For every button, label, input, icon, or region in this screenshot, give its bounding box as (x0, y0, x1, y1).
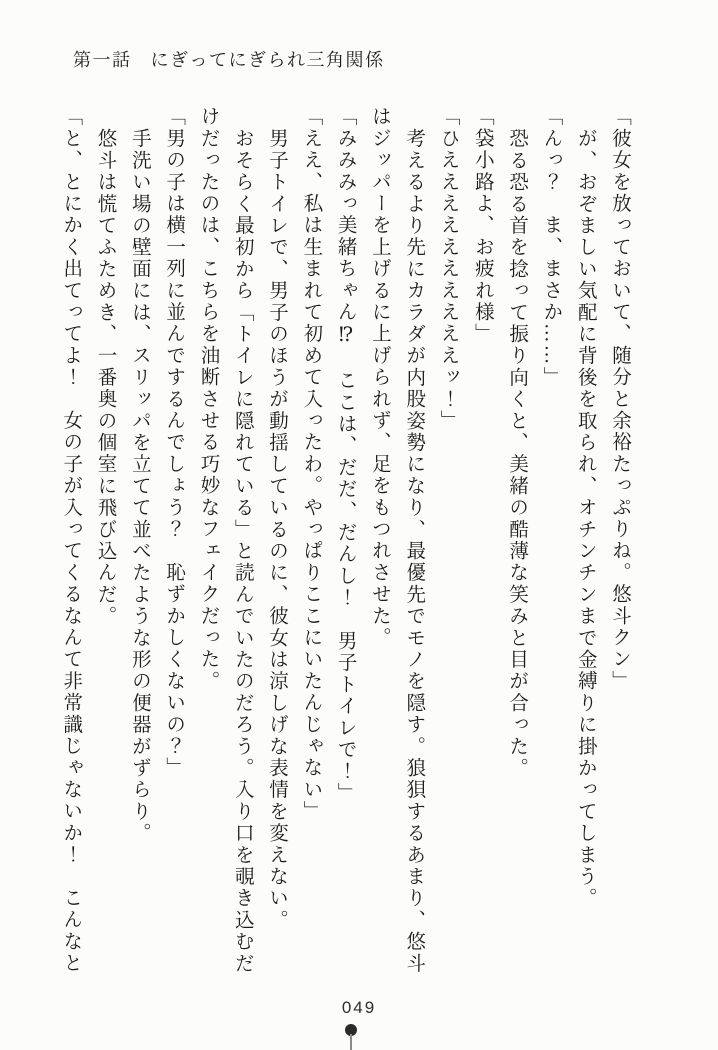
paragraph-dialogue: 「と、とにかく出てってよ！ 女の子が入ってくるなんて非常識じゃないか！ こんなと (60, 106, 82, 974)
paragraph-narration: 男子トイレで、男子のほうが動揺しているのに、彼女は涼しげな表情を変えない。 (266, 127, 288, 931)
footer-stem-line (350, 1034, 352, 1050)
page-number: 049 (341, 998, 377, 1017)
paragraph-dialogue: 「彼女を放っておいて、随分と余裕たっぷりね。悠斗クン」 (609, 106, 630, 692)
chapter-title: にぎってにぎられ三角関係 (150, 50, 385, 70)
paragraph-dialogue: 「ええ、私は生まれて初めて入ったわ。やっぱりここにいたんじゃない」 (300, 106, 322, 823)
chapter-header (73, 46, 385, 72)
paragraph-dialogue: 「んっ？ ま、まさか……」 (540, 106, 562, 389)
paragraph-narration: おそらく最初から「トイレに隠れている」と読んでいたのだろう。入り口を覗き込むだけだったのは、こちらを油断させる巧妙なフェイクだった。 (197, 106, 253, 974)
paragraph-narration: 手洗い場の壁面には、スリッパを立てて並べたような形の便器がずらり。 (128, 127, 150, 844)
paragraph-narration: 悠斗は慌てふためき、一番奥の個室に飛び込んだ。 (94, 127, 116, 627)
paragraph-dialogue: 「みみみっ美緒ちゃん⁉ ここは、だだ、だんし！ 男子トイレで！」 (334, 106, 356, 804)
paragraph-dialogue: 「袋小路よ、お疲れ様」 (471, 106, 493, 345)
paragraph-narration: 考えるより先にカラダが内股姿勢になり、最優先でモノを隠す。狼狽するあまり、悠斗はジッパーを上げるに上げられず、足をもつれさせた。 (368, 106, 425, 974)
paragraph-narration: 恐る恐る首を捻って振り向くと、美緒の酷薄な笑みと目が合った。 (506, 127, 528, 779)
paragraph-dialogue: 「男の子は横一列に並んでするんでしょう？ 恥ずかしくないの？」 (163, 106, 185, 779)
chapter-number: 第一話 (73, 50, 132, 70)
paragraph-narration: が、おぞましい気配に背後を取られ、オチンチンまで金縛りに掛かってしまう。 (574, 127, 596, 909)
paragraph-dialogue: 「ひええええええええええッ！」 (437, 106, 459, 432)
body-text-block (48, 106, 636, 978)
